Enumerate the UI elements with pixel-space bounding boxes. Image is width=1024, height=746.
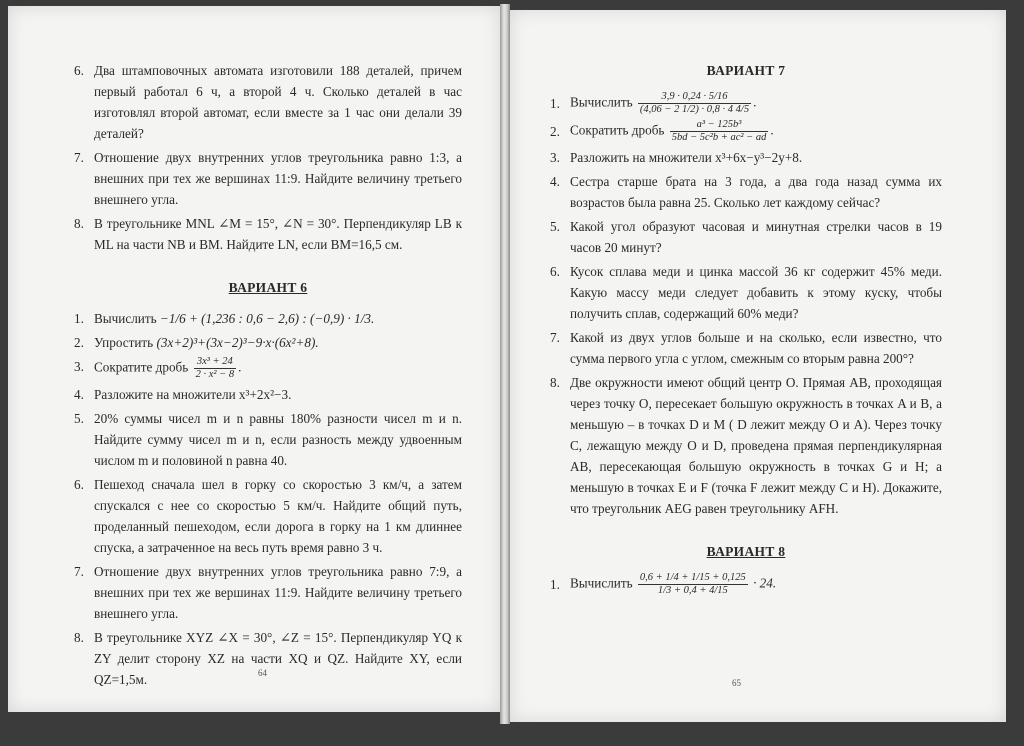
list-item (74, 60, 462, 144)
list-item: 6. Кусок сплава меди и цинка массой 36 кг содержит 45% меди. Какую массу меди следует добавить к этому куску, чтобы получить сплав, содержащий 60% меди? (550, 261, 942, 324)
page-number: 65 (732, 678, 741, 688)
item-text: Сестра старше брата на 3 года, а два года назад сумма их возрастов была равна 25. Сколько лет каждому сейчас? (570, 174, 942, 210)
item-label: Сократить дробь (570, 122, 665, 138)
item-number: 8. (74, 216, 84, 231)
item-text: Разложите на множители x³+2x²−3. (94, 387, 292, 402)
item-text: Кусок сплава меди и цинка массой 36 кг содержит 45% меди. Какую массу меди следует добавить к этому куску, чтобы получить сплав, содержащий 60% меди? (570, 264, 942, 321)
item-text: Разложить на множители x³+6x−y³−2y+8. (570, 150, 803, 165)
variant-6-heading: ВАРИАНТ 6 (228, 280, 308, 295)
list-item: 7. Отношение двух внутренних углов треугольника равно 7:9, а внешних при тех же вершинах 11:9. Найдите величину третьего внешнего угла. (74, 561, 462, 624)
item-text: Какой угол образуют часовая и минутная стрелки часов в 19 часов 20 минут? (570, 219, 942, 255)
list-item: 3. Разложить на множители x³+6x−y³−2y+8. (550, 147, 942, 168)
fraction-denominator: (4,06 − 2 1/2) · 0,8 · 4 4/5 (639, 104, 750, 115)
list-item: 5. 20% суммы чисел m и n равны 180% разности чисел m и n. Найдите сумму чисел m и n, если разность между удвоенным числом m и половиной n равна 40. (74, 408, 462, 471)
list-item: 8. В треугольнике XYZ ∠X = 30°, ∠Z = 15°. Перпендикуляр YQ к ZY делит сторону XZ на части XQ и QZ. Найдите XY, если QZ=1,5м. (74, 627, 462, 690)
fraction (670, 119, 769, 144)
item-label: Вычислить (94, 311, 157, 326)
item-text: Отношение двух внутренних углов треугольника равно 7:9, а внешних при тех же вершинах 11:9. Найдите величину третьего внешнего угла. (94, 564, 462, 621)
fraction-denominator: 5bd − 5c²b + ac² − ad (671, 132, 767, 143)
item-text: 20% суммы чисел m и n равны 180% разности чисел m и n. Найдите сумму чисел m и n, если разность между удвоенным числом m и половиной n равна 40. (94, 411, 462, 468)
list-item: 6. Пешеход сначала шел в горку со скоростью 3 км/ч, а затем спускался с нее со скоростью 5 км/ч. Найдите общий путь, проделанный пешеходом, если дорога в горку на 1 км длиннее спуска, а затраченное на весь путь время равно 3 ч. (74, 474, 462, 558)
fraction-numerator: 0,6 + 1/4 + 1/15 + 0,125 (639, 572, 746, 583)
list-item: 1. Вычислить −1/6 + (1,236 : 0,6 − 2,6) : (−0,9) · 1/3. (74, 311, 375, 326)
list-item: 4. Сестра старше брата на 3 года, а два года назад сумма их возрастов была равна 25. Сколько лет каждому сейчас? (550, 171, 942, 213)
page-number: 64 (258, 668, 267, 678)
list-item (74, 147, 462, 210)
item-text: Два штамповочных автомата изготовили 188 деталей, причем первый работал 6 ч, а второй 4 ч. Сколько деталей в час изготовлял второй автомат, если вместе за 1 час они делали 39 деталей? (94, 63, 462, 141)
math-expression: · 24. (753, 575, 777, 591)
fraction-numerator: a³ − 125b³ (670, 119, 769, 132)
item-text: В треугольнике MNL ∠M = 15°, ∠N = 30°. Перпендикуляр LB к ML на части NB и BM. Найдите LN, если BM=16,5 см. (94, 216, 462, 252)
list-item: 2. Упростить (3x+2)³+(3x−2)³−9·x·(6x²+8). (74, 335, 319, 350)
list-item: 7. Какой из двух углов больше и на сколько, если известно, что сумма первого угла с углом, смежным со вторым равна 200°? (550, 327, 942, 369)
list-item: 4. Разложите на множители x³+2x²−3. (74, 384, 462, 405)
item-text: Какой из двух углов больше и на сколько, если известно, что сумма первого угла с углом, смежным со вторым равна 200°? (570, 330, 942, 366)
fraction (194, 356, 237, 381)
list-item: 3. Сократите дробь $\frac{\text{3x³ + 24}}{\text{2 · x² − 8}}$ . (74, 356, 242, 380)
item-text: В треугольнике XYZ ∠X = 30°, ∠Z = 15°. Перпендикуляр YQ к ZY делит сторону XZ на части XQ и QZ. Найдите XY, если QZ=1,5м. (94, 630, 462, 687)
math-expression: −1/6 + (1,236 : 0,6 − 2,6) : (−0,9) · 1/3. (159, 311, 375, 326)
item-number: 7. (74, 150, 84, 165)
fraction (638, 91, 751, 116)
fraction-numerator: 3,9 · 0,24 · 5/16 (638, 91, 751, 104)
fraction-numerator: 3x³ + 24 (194, 356, 237, 369)
item-label: Упростить (94, 335, 154, 350)
item-text: Пешеход сначала шел в горку со скоростью 3 км/ч, а затем спускался с нее со скоростью 5 км/ч. Найдите общий путь, проделанный пешеходом, если дорога в горку на 1 км длиннее спуска, а затраченное на весь путь время равно 3 ч. (94, 477, 462, 555)
left-page-content (74, 60, 462, 693)
fraction (638, 572, 748, 597)
fraction-denominator: 1/3 + 0,4 + 4/15 (657, 585, 728, 596)
item-label: Вычислить (570, 94, 633, 110)
variant-7-heading: ВАРИАНТ 7 (706, 63, 786, 78)
item-text: Две окружности имеют общий центр O. Прямая AB, проходящая через точку O, пересекает большую окружность в точках A и B, а меньшую – в точках D и M ( D лежит между O и A). Через точку C, лежащую между O и D, проведена прямая перпендикулярная AB, пересекающая большую окружность в точках G и H; а меньшую в точках E и F (точка F лежит между C и H). Докажите, что треугольник AEG равен треугольнику AFH. (570, 375, 942, 516)
left-page (8, 6, 500, 712)
right-page (510, 10, 1006, 722)
fraction-denominator: 2 · x² − 8 (195, 369, 235, 380)
list-item (74, 213, 462, 255)
list-item: 5. Какой угол образуют часовая и минутная стрелки часов в 19 часов 20 минут? (550, 216, 942, 258)
list-item: 1. Вычислить $\frac{3,9 \cdot 0,24 \cdot 5/16}{(4,06 - 2 1/2) \cdot 0,8 \cdot 4 4/5}$ . (550, 91, 757, 115)
variant-8-heading: ВАРИАНТ 8 (706, 544, 786, 559)
item-label: Вычислить (570, 575, 633, 591)
item-number: 6. (74, 63, 84, 78)
list-item: 8. Две окружности имеют общий центр O. Прямая AB, проходящая через точку O, пересекает большую окружность в точках A и B, а меньшую – в точках D и M ( D лежит между O и A). Через точку C, лежащую между O и D, проведена прямая перпендикулярная AB, пересекающая большую окружность в точках G и H; а меньшую в точках E и F (точка F лежит между C и H). Докажите, что треугольник AEG равен треугольнику AFH. (550, 372, 942, 519)
item-text: Отношение двух внутренних углов треугольника равно 1:3, а внешних при тех же вершинах 11:9. Найдите величину третьего внешнего угла. (94, 150, 462, 207)
list-item: 2. Сократить дробь $\frac{\text{a³ − 125b³}}{\text{5bd − 5c²b + ac² − ad}}$ . (550, 119, 774, 143)
item-label: Сократите дробь (94, 359, 189, 375)
math-expression: (3x+2)³+(3x−2)³−9·x·(6x²+8). (156, 335, 319, 350)
right-page-content (550, 60, 942, 600)
list-item: 1. Вычислить $\frac{0,6 + 1/4 + 1/15 + 0,125}{1/3 + 0,4 + 4/15}$ · 24. (550, 572, 777, 596)
book-spine (500, 4, 510, 724)
